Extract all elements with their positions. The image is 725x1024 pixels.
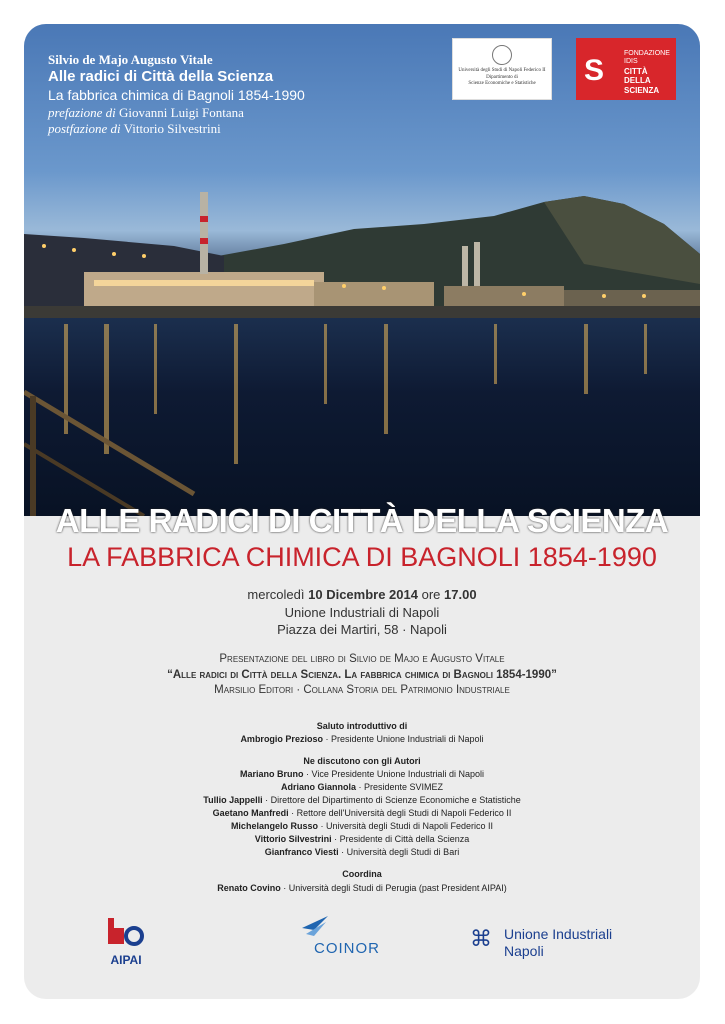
speaker-row [24, 794, 700, 807]
university-line1: Università degli Studi di Napoli Federico II [458, 68, 546, 73]
presentation-and: e [419, 653, 431, 665]
presentation-line1 [24, 652, 700, 668]
subheadline-text: LA FABBRICA CHIMICA DI BAGNOLI [67, 542, 528, 572]
aipai-logo [96, 914, 156, 967]
speaker-role: · Presidente di Città della Scienza [331, 834, 470, 845]
university-line3: Scienze Economiche e Statistiche [468, 81, 536, 86]
aipai-text: AIPAI [110, 953, 142, 967]
speaker-list [24, 768, 700, 859]
bagnoli-night-photo [24, 24, 700, 516]
speaker-row [24, 846, 700, 859]
greeting-heading: Saluto introduttivo di [316, 721, 408, 731]
chair-heading: Coordina [342, 869, 382, 880]
preface-name: Giovanni Luigi Fontana [119, 104, 244, 120]
cds-mark-icon: S [584, 54, 605, 87]
subheadline [24, 542, 700, 573]
coinor-logo [300, 926, 380, 957]
event-time-label: ore [421, 587, 441, 602]
greeting-role: · Presidente Unione Industriali di Napoli [322, 734, 484, 745]
program [24, 720, 700, 895]
discuss-heading: Ne discutono con gli Autori [303, 756, 421, 767]
speaker-name: Gianfranco Viesti [264, 847, 339, 858]
postface-label: postfazione di [48, 120, 121, 136]
preface-label: prefazione di [48, 104, 116, 120]
book-preface [48, 105, 305, 121]
cds-line4: DELLA [624, 76, 651, 86]
unione-logo [470, 926, 613, 960]
presentation-intro: Presentazione del libro di [219, 653, 350, 665]
unione-shell-icon: ⌘ [470, 926, 492, 951]
event-datetime [24, 586, 700, 604]
speaker-name: Mariano Bruno [240, 769, 304, 780]
speaker-name: Gaetano Manfredi [212, 808, 289, 819]
event-day: mercoledì [247, 587, 305, 602]
event-date: 10 Dicembre 2014 [308, 587, 418, 602]
university-logo [452, 38, 552, 100]
speaker-role: · Direttore del Dipartimento di Scienze Economiche e Statistiche [262, 795, 521, 806]
greeting-line [24, 733, 700, 746]
speaker-role: · Rettore dell'Università degli Studi di Napoli Federico II [288, 808, 512, 819]
speaker-role: · Università degli Studi di Bari [338, 847, 460, 858]
event-venue: Unione Industriali di Napoli [284, 604, 440, 620]
unione-line2: Napoli [504, 942, 544, 959]
aipai-factory-icon [106, 914, 146, 948]
speaker-row [24, 807, 700, 820]
chair-name: Renato Covino [217, 882, 281, 893]
book-subtitle: La fabbrica chimica di Bagnoli 1854-1990 [48, 87, 305, 103]
chair-line [24, 882, 700, 895]
presentation [24, 652, 700, 699]
speaker-row [24, 781, 700, 794]
university-line2: Dipartimento di [486, 74, 518, 80]
event-address: Piazza dei Martiri, 58 · Napoli [277, 622, 447, 638]
postface-name: Vittorio Silvestrini [123, 120, 221, 136]
speaker-role: · Università degli Studi di Napoli Federico II [317, 821, 494, 832]
headline: ALLE RADICI DI CITTÀ DELLA SCIENZA [55, 502, 669, 539]
speaker-name: Adriano Giannola [280, 782, 356, 793]
presentation-author2: Augusto Vitale [430, 653, 505, 665]
presentation-author1: Silvio de Majo [349, 653, 420, 665]
speaker-name: Tullio Jappelli [203, 795, 263, 806]
book-authors: Silvio de Majo Augusto Vitale [48, 52, 213, 67]
cds-line1: FONDAZIONE [624, 50, 670, 57]
book-info [48, 52, 305, 137]
unione-line1: Unione Industriali [504, 926, 613, 942]
book-postface [48, 121, 305, 137]
speaker-name: Michelangelo Russo [230, 821, 318, 832]
citta-della-scienza-logo [576, 38, 676, 100]
cds-line2: IDIS [624, 58, 638, 66]
presentation-publisher: Marsilio Editori · Collana Storia del Patrimonio Industriale [214, 684, 510, 697]
speaker-row [24, 768, 700, 781]
presentation-title: “Alle radici di Città della Scienza. La fabbrica chimica di Bagnoli 1854-1990” [167, 668, 557, 681]
coinor-text: COINOR [314, 940, 380, 957]
speaker-row [24, 820, 700, 833]
chair-role: · Università degli Studi di Perugia (past President AIPAI) [280, 882, 507, 893]
speaker-row [24, 833, 700, 846]
cds-line5: SCIENZA [624, 85, 660, 95]
cds-line3: CITTÀ [624, 66, 648, 76]
event-time: 17.00 [444, 587, 477, 602]
poster-card [24, 24, 700, 999]
event-info [24, 586, 700, 639]
speaker-role: · Vice Presidente Unione Industriali di Napoli [303, 769, 484, 780]
sponsor-logos [24, 914, 700, 984]
speaker-role: · Presidente SVIMEZ [355, 782, 444, 793]
subheadline-years: 1854-1990 [527, 542, 657, 572]
speaker-name: Vittorio Silvestrini [254, 834, 332, 845]
greeting-name: Ambrogio Prezioso [240, 734, 323, 745]
cds-text [624, 50, 670, 96]
book-title: Alle radici di Città della Scienza [48, 68, 274, 86]
university-seal-icon [492, 45, 512, 65]
